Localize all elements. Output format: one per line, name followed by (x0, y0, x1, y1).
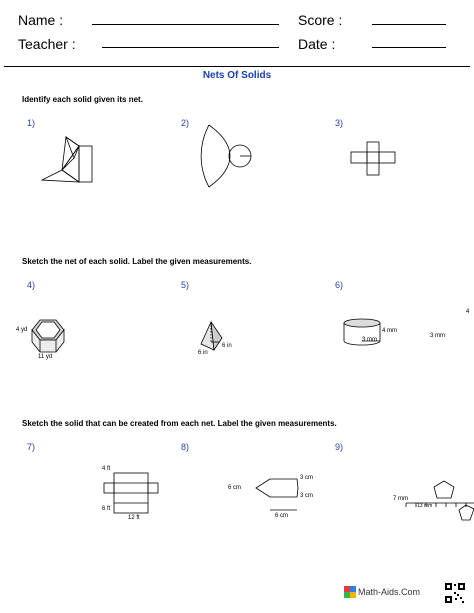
problem-4-label-height: 4 yd (16, 327, 28, 333)
page-title: Nets Of Solids (202, 70, 272, 81)
problem-1-number: 1) (27, 118, 36, 128)
score-label: Score : (298, 12, 343, 28)
problem-8-label-bottom-right: 3 cm (300, 493, 314, 499)
problem-9-number: 9) (335, 442, 344, 452)
problem-6-label-height: 4 mm (382, 328, 397, 334)
problem-7-label-top: 4 ft (102, 466, 111, 472)
problem-8-number: 8) (181, 442, 190, 452)
teacher-label: Teacher : (18, 36, 76, 52)
problem-2-number: 2) (181, 118, 190, 128)
problem-3-number: 3) (335, 118, 344, 128)
problem-8-label-bottom: 6 cm (275, 513, 289, 519)
problem-6-label-radius: 3 mm (362, 337, 377, 343)
problem-6-number: 6) (335, 280, 344, 290)
problem-5-number: 5) (181, 280, 190, 290)
date-label: Date : (298, 36, 336, 52)
problem-5-label-slant: 6 in (222, 343, 232, 349)
problem-7-number: 7) (27, 442, 36, 452)
math-aids-logo-icon (344, 586, 356, 598)
problem-5-label-base: 6 in (198, 350, 208, 356)
footer-brand[interactable]: Math-Aids.Com (358, 587, 421, 597)
problem-7-label-bottom: 12 ft (128, 515, 140, 521)
section-2-instruction: Sketch the net of each solid. Label the given measurements. (22, 257, 252, 266)
edge-cut-mark: 4 (466, 309, 470, 315)
problem-4-number: 4) (27, 280, 36, 290)
problem-8-label-left: 6 cm (228, 485, 242, 491)
problem-9-label-width: 13 mm (417, 503, 433, 509)
problem-9-label-length: 7 mm (393, 496, 408, 502)
problem-7-label-side: 6 ft (102, 506, 111, 512)
name-label: Name : (18, 12, 64, 28)
problem-6-label-extra: 3 mm (430, 333, 445, 339)
section-1-instruction: Identify each solid given its net. (22, 95, 143, 104)
problem-4-label-length: 11 yd (38, 354, 53, 360)
section-3-instruction: Sketch the solid that can be created from each net. Label the given measurements. (22, 419, 337, 428)
problem-8-label-top-right: 3 cm (300, 475, 314, 481)
qr-code-icon (444, 582, 466, 604)
